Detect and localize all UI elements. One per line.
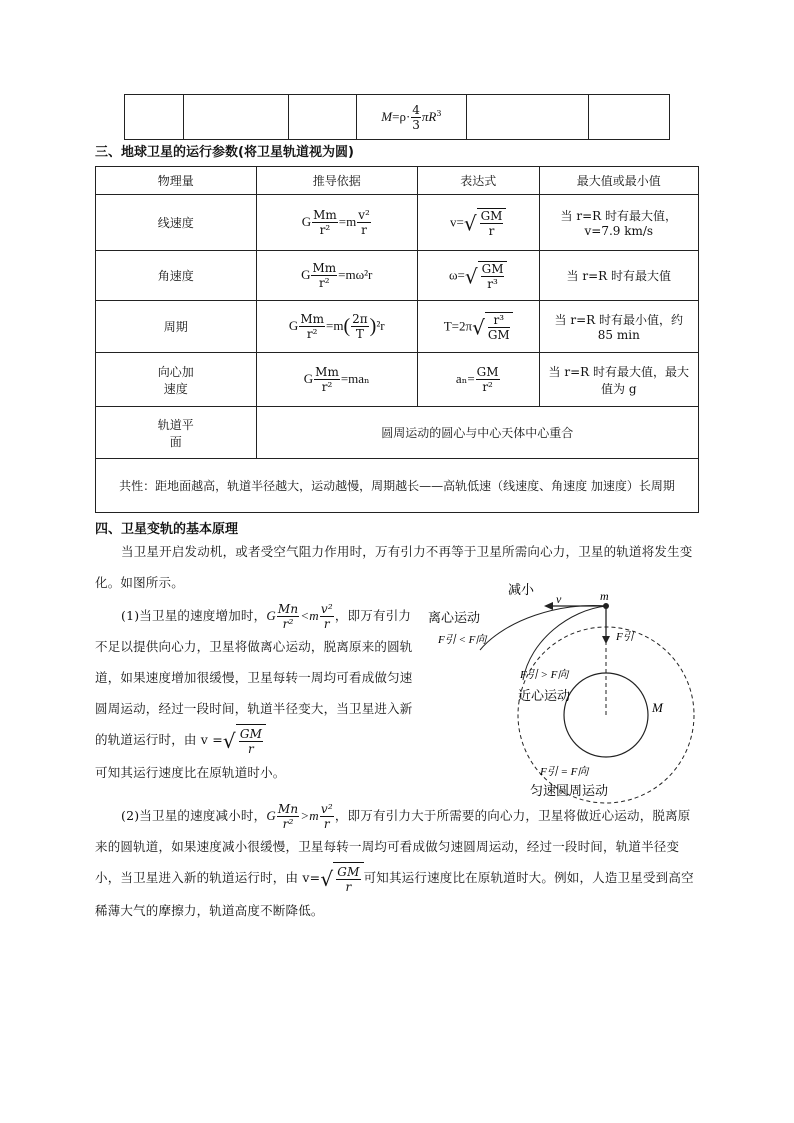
label-centrifugal: 离心运动 [428,611,481,626]
header-basis: 推导依据 [256,167,417,195]
header-expression: 表达式 [417,167,539,195]
table-cell [467,95,589,140]
label-near: 近心运动 [518,689,571,704]
quantity-name: 向心加速度 [96,353,257,407]
header-quantity: 物理量 [96,167,257,195]
table-cell [589,95,670,140]
table-cell [183,95,288,140]
quantity-name: 线速度 [96,195,257,251]
quantity-name: 角速度 [96,251,257,301]
centrifugal-path [480,605,606,650]
basis-formula: G $\frac{Mm}{\text{r²}}$ =m $\frac{\text{v²}}{r}$ [256,195,417,251]
label-m: m [600,589,609,603]
extreme-value: 当 r=R 时有最大值，最大值为 g [539,353,698,407]
label-f-less: F引 < F向 [438,634,487,646]
table-row [96,301,699,353]
quantity-name: 周期 [96,301,257,353]
satellite-parameter-table [95,166,699,513]
label-uniform: 匀速圆周运动 [530,784,609,799]
paragraph-increase: (1)当卫星的速度增加时，G $\frac{Mn}{\text{r²}}$ <m $\frac{\text{v²}}{r}$ ，即万有引力不足以提供向心力，卫星将做离心运动，脱离原来的圆轨道，如果速度增加很缓慢，卫星每转一周均可看成做匀速圆周运动，经过一段时间，轨道半径变大，当卫星进入新的轨道运行时，由 v =√ $\frac{GM}{r}$ 可知其运行速度比在原轨道时小。 [95,602,413,780]
expression-formula: aₙ= $\frac{GM}{\text{r²}}$ [417,353,539,407]
extreme-value: 当 r=R 时有最小值，约 85 min [539,301,698,353]
merged-cell: 圆周运动的圆心与中心天体中心重合 [256,407,698,459]
label-M: M [652,700,663,715]
section3-title: 三、地球卫星的运行参数(将卫星轨道视为圆) [95,145,354,160]
extreme-value: 当 r=R 时有最大值，v=7.9 km/s [539,195,698,251]
table-row [96,407,699,459]
table-cell [289,95,357,140]
expression-formula: ω=√ $\frac{GM}{\text{r³}}$ [417,251,539,301]
label-f-greater: F引 > F向 [520,669,569,681]
paragraph-decrease: (2)当卫星的速度减小时，G $\frac{Mn}{\text{r²}}$ >m $\frac{\text{v²}}{r}$ ，即万有引力大于所需要的向心力，卫星将做近心运动，脱离原来的圆轨道，如果速度减小很缓慢，卫星每转一周均可看成做匀速圆周运动，经过一段时间，轨道半径变小，当卫星进入新的轨道运行时，由 v=√ $\frac{GM}{r}$ 可知其运行速度比在原轨道时大。例如，人造卫星受到高空稀薄大气的摩擦力，轨道高度不断降低。 [95,802,694,918]
top-partial-table [124,94,670,140]
density-mass-formula: M=ρ· $\frac{4}{3}$ $\pi R^3$ [356,95,467,140]
label-decrease: 减小 [508,583,535,598]
quantity-name: 轨道平面 [96,407,257,459]
common-summary: 共性：距地面越高，轨道半径越大，运动越慢，周期越长——高轨低速（线速度、角速度 加速度）长周期 [96,459,699,513]
label-f-gravity: F引 [616,631,634,643]
header-extreme: 最大值或最小值 [539,167,698,195]
section4-title: 四、卫星变轨的基本原理 [95,522,239,537]
table-cell [125,95,184,140]
table-row [96,353,699,407]
expression-formula: T=2π√ $\frac{\text{r³}}{GM}$ [417,301,539,353]
table-row [96,195,699,251]
basis-formula: G $\frac{Mm}{\text{r²}}$ =mω²r [256,251,417,301]
intro-paragraph: 当卫星开启发动机，或者受空气阻力作用时，万有引力不再等于卫星所需向心力，卫星的轨道将发生变化。如图所示。 [95,544,693,590]
basis-formula: G $\frac{Mm}{\text{r²}}$ =maₙ [256,353,417,407]
basis-formula: G $\frac{Mm}{\text{r²}}$ =m( $\frac{2\pi}{T}$ )²r [256,301,417,353]
orbit-change-diagram [420,570,700,805]
table-row [96,459,699,513]
table-row [96,251,699,301]
label-v: v [556,592,562,606]
extreme-value: 当 r=R 时有最大值 [539,251,698,301]
expression-formula: v=√ $\frac{GM}{r}$ [417,195,539,251]
table-header-row [96,167,699,195]
label-f-equal: F引 = F向 [540,766,589,778]
